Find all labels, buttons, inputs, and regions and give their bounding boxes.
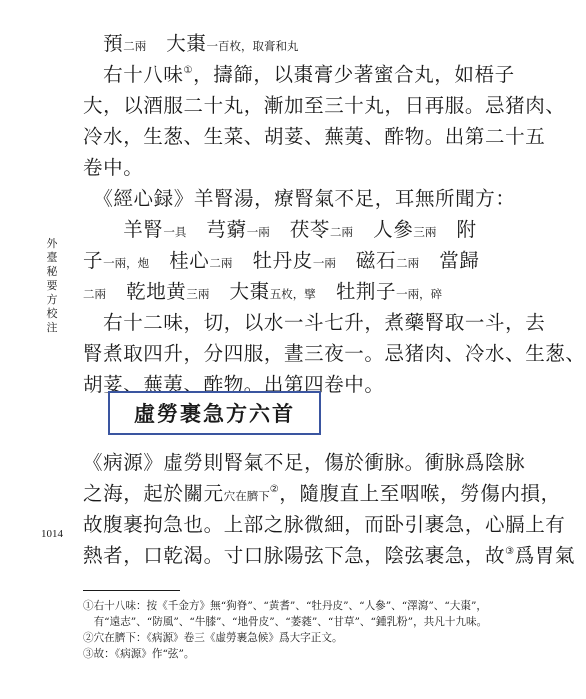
main-text-segment: 熱者，口乾渴。寸口脉陽弦下急，陰弦裹急，故 xyxy=(83,544,506,567)
annotation-small-text: 一具 xyxy=(163,225,187,239)
main-text-segment: 腎煮取四升，分四服，晝三夜一。忌猪肉、冷水、生葱、 xyxy=(83,342,586,365)
main-text-segment: 胡荽、蕪荑、酢物。出第四卷中。 xyxy=(83,373,385,396)
annotation-small-text: 一兩，炮 xyxy=(103,256,150,270)
annotation-small-text: 穴在臍下 xyxy=(223,489,270,503)
annotation-small-text: 二兩 xyxy=(396,256,420,270)
text-line xyxy=(83,448,525,478)
annotation-small-text: 一兩 xyxy=(246,225,270,239)
main-text-segment: 之海，起於關元 xyxy=(83,482,224,505)
footnote-marker: ② xyxy=(269,484,280,495)
annotation-small-text: 一兩 xyxy=(312,256,336,270)
footnote-rule xyxy=(83,590,180,591)
main-text-segment: ，隨腹直上至咽喉，勞傷内損， xyxy=(279,482,561,505)
footnote: ①右十八味：按《千金方》無“狗脊”、“黄耆”、“牡丹皮”、“人參”、“澤瀉”、“大棗”， xyxy=(83,600,487,612)
text-line xyxy=(83,122,545,152)
text-line xyxy=(83,29,299,61)
page-number: 1014 xyxy=(41,528,63,540)
main-text-segment: 大棗 xyxy=(209,280,270,303)
main-text-segment: 《經心録》羊腎湯，療腎氣不足，耳無所聞方： xyxy=(83,187,516,210)
text-line xyxy=(83,479,561,511)
annotation-small-text: 二兩 xyxy=(330,225,354,239)
main-text-segment: 人參 xyxy=(353,218,414,241)
footnote-marker: ① xyxy=(183,65,194,76)
annotation-small-text: 二兩 xyxy=(209,256,233,270)
text-line xyxy=(83,277,442,309)
main-text-segment: 爲胃氣 xyxy=(514,544,575,567)
text-line xyxy=(83,91,565,121)
main-text-segment: 羊腎 xyxy=(83,218,164,241)
annotation-small-text: 一百枚，取膏和丸 xyxy=(206,39,299,53)
main-text-segment: 故腹裹拘急也。上部之脉微細，而卧引裹急，心膈上有 xyxy=(83,513,566,536)
text-line xyxy=(83,60,515,90)
main-text-segment: 大，以酒服二十丸，漸加至三十丸，日再服。忌猪肉、 xyxy=(83,94,566,117)
annotation-small-text: 一兩，碎 xyxy=(396,287,443,301)
annotation-small-text: 二兩 xyxy=(123,39,147,53)
annotation-small-text: 三兩 xyxy=(413,225,437,239)
main-text-segment: 右十二味，切，以水一斗七升，煮藥腎取一斗，去 xyxy=(83,311,546,334)
section-heading-box xyxy=(108,391,321,435)
text-line xyxy=(83,215,477,247)
text-line xyxy=(83,510,565,540)
text-line xyxy=(83,184,515,214)
text-line xyxy=(83,308,545,338)
main-text-segment: 桂心 xyxy=(149,249,210,272)
main-text-segment: 預 xyxy=(83,32,124,55)
main-text-segment: 茯苓 xyxy=(269,218,331,241)
annotation-small-text: 三兩 xyxy=(186,287,210,301)
main-text-segment: 《病源》虛勞則腎氣不足，傷於衝脉。衝脉爲陰脉 xyxy=(83,451,526,474)
annotation-small-text: 五枚，擘 xyxy=(269,287,316,301)
main-text-segment: 牡丹皮 xyxy=(232,249,313,272)
text-line xyxy=(83,153,143,183)
text-line xyxy=(83,541,575,571)
main-text-segment: 附 xyxy=(436,218,477,241)
main-text-segment: 大棗 xyxy=(146,32,207,55)
section-heading: 虛勞裹急方六首 xyxy=(134,401,295,426)
text-line xyxy=(83,246,479,278)
main-text-segment: ，擣篩，以棗膏少著蜜合丸，如梧子 xyxy=(193,63,515,86)
footnote: ③故：《病源》作“弦”。 xyxy=(83,648,195,660)
footnote-marker: ③ xyxy=(505,546,515,557)
main-text-segment: 乾地黄 xyxy=(106,280,187,303)
main-text-segment: 子 xyxy=(83,249,104,272)
text-line xyxy=(83,339,586,369)
main-text-segment: 當歸 xyxy=(419,249,480,272)
footnote: ②穴在臍下：《病源》卷三《虛勞裹急候》爲大字正文。 xyxy=(83,632,343,644)
running-side-title: 外臺秘要方校注 xyxy=(46,237,58,334)
main-text-segment: 磁石 xyxy=(335,249,397,272)
main-text-segment: 牡荆子 xyxy=(315,280,397,303)
main-text-segment: 芎藭 xyxy=(186,218,247,241)
main-text-segment: 右十八味 xyxy=(83,63,184,86)
footnote: 有“遠志”、“防風”、“牛膝”、“地骨皮”、“萎蕤”、“甘草”、“鍾乳粉”，共凡十九味。 xyxy=(83,616,488,628)
main-text-segment: 冷水，生葱、生菜、胡荽、蕪荑、酢物。出第二十五 xyxy=(83,125,546,148)
main-text-segment: 卷中。 xyxy=(83,156,144,179)
annotation-small-text: 二兩 xyxy=(83,287,106,301)
